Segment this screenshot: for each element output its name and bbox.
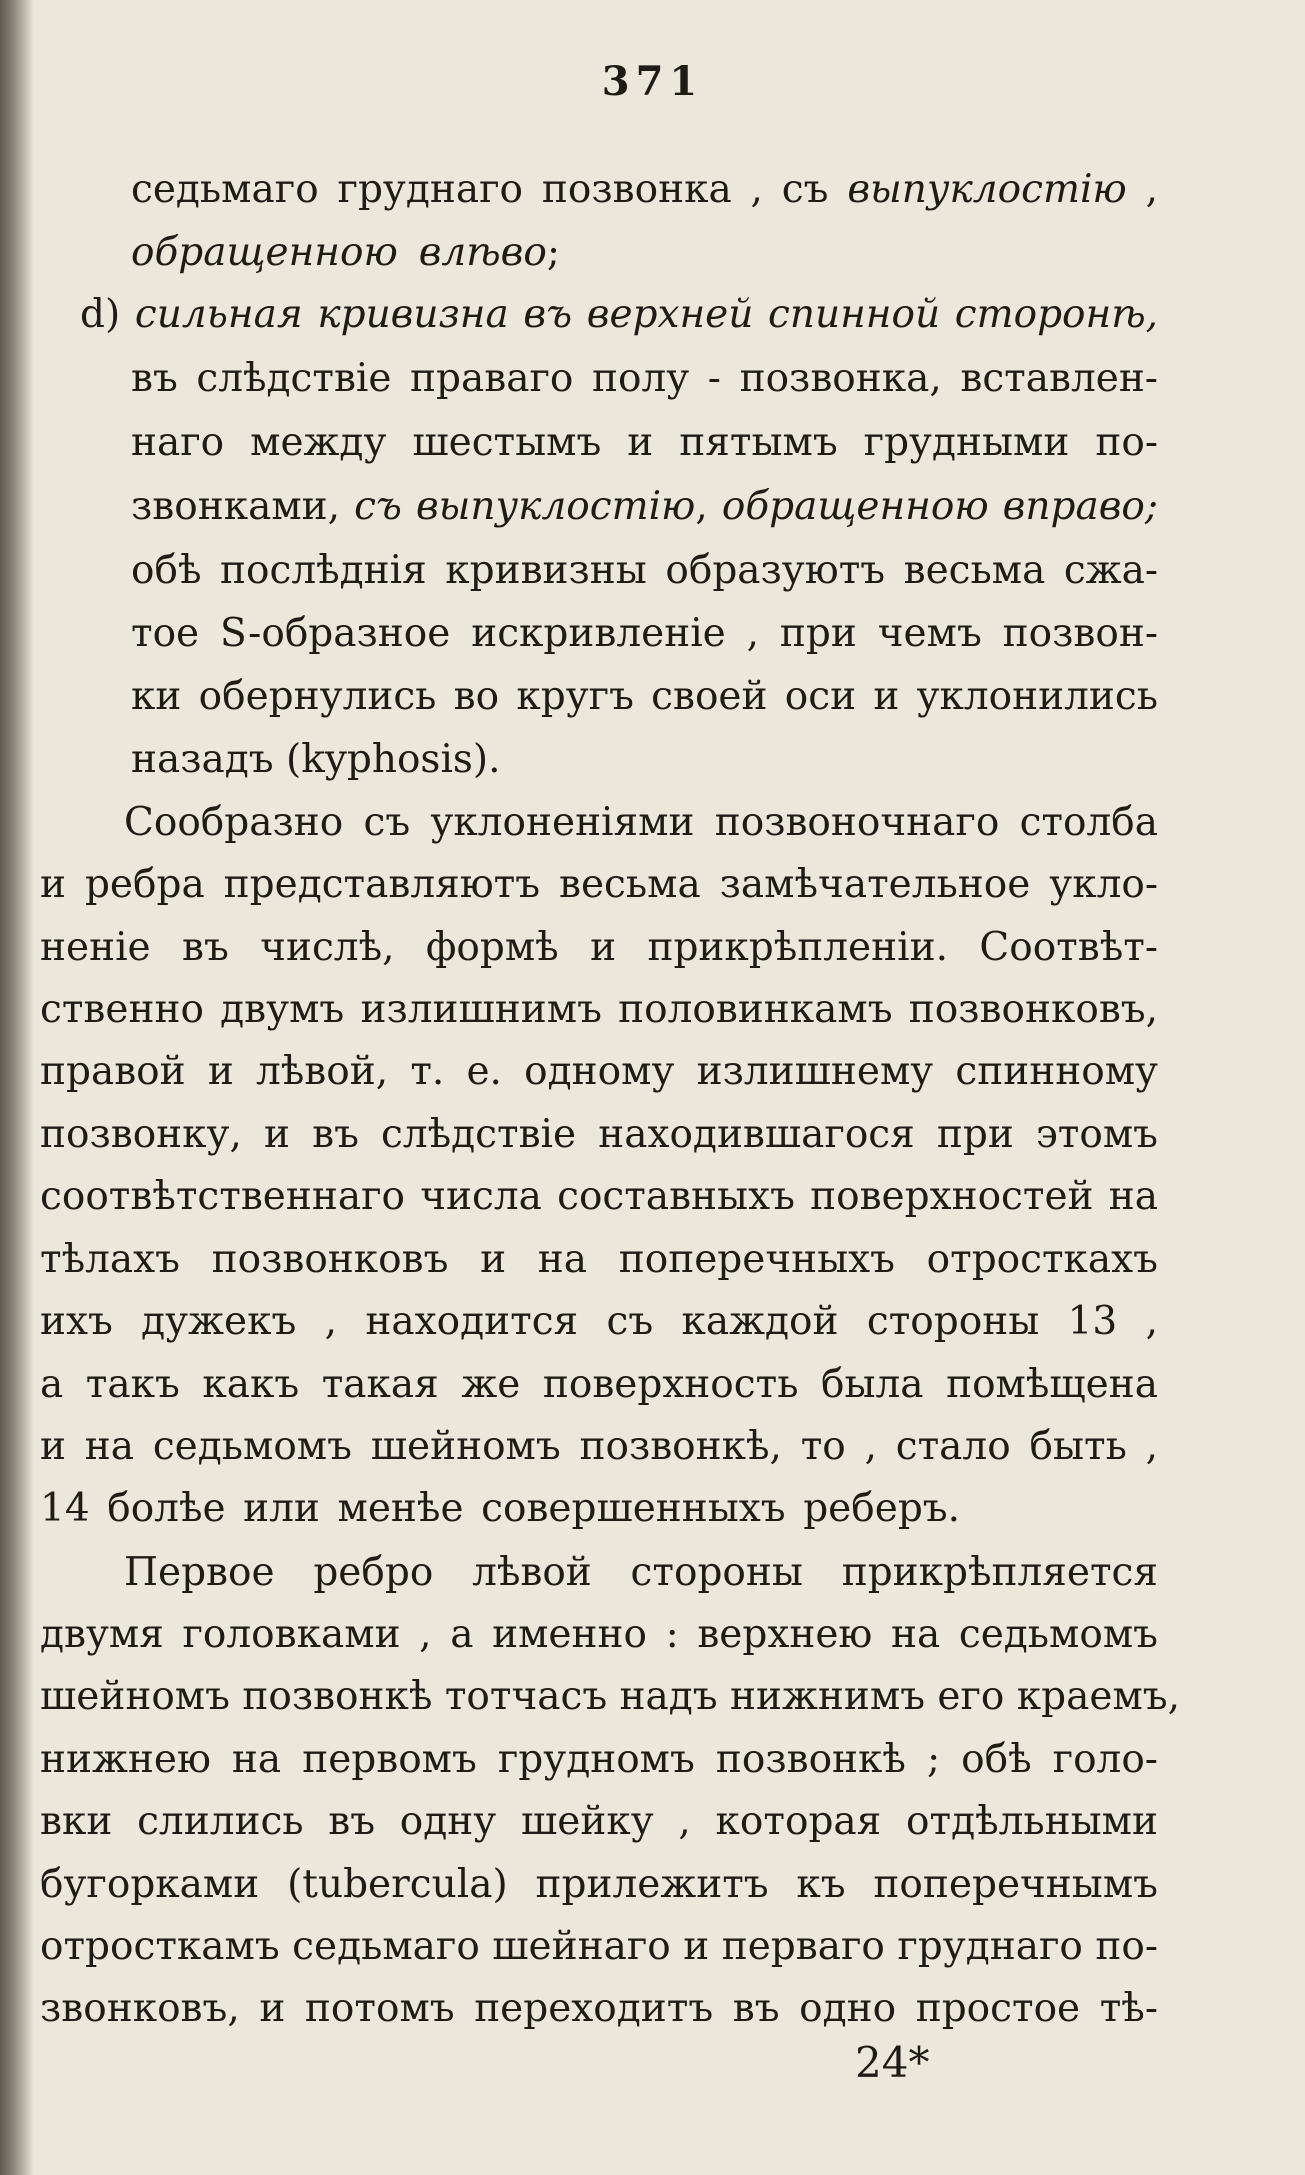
text-line: [40, 1797, 1158, 1847]
text-segment: ки обернулись во кругъ своей оси и уклонились: [131, 674, 1158, 719]
text-line: [131, 546, 1158, 596]
text-segment: неніе въ числѣ, формѣ и прикрѣпленіи. Соотвѣт-: [40, 925, 1158, 970]
text-line: [40, 1610, 1158, 1660]
text-segment: обѣ послѣднія кривизны образуютъ весьма сжа-: [131, 548, 1158, 593]
italic-text: выпуклостію: [847, 167, 1127, 212]
italic-text: съ выпуклостію: [354, 484, 696, 529]
text-line: [131, 735, 501, 785]
text-line: [124, 798, 1158, 848]
text-line: [131, 418, 1158, 468]
text-segment: вки слились въ одну шейку , которая отдѣльными: [40, 1799, 1158, 1844]
text-line: [40, 1672, 1181, 1722]
text-line: [131, 672, 1158, 722]
text-line: [40, 1422, 1158, 1472]
text-segment: звонковъ, и потомъ переходитъ въ одно простое тѣ-: [40, 1986, 1158, 2031]
text-line: [40, 860, 1158, 910]
page-number: 371: [601, 58, 704, 105]
text-segment: правой и лѣвой, т. е. одному излишнему спинному: [40, 1049, 1158, 1094]
text-segment: нижнею на первомъ грудномъ позвонкѣ ; обѣ голо-: [40, 1737, 1158, 1782]
text-line: [40, 1047, 1158, 1097]
text-line: [40, 1172, 1158, 1222]
text-segment: ственно двумъ излишнимъ половинкамъ позвонковъ,: [40, 987, 1158, 1032]
text-line: [40, 1984, 1158, 2034]
text-line: [80, 290, 1158, 340]
text-segment: соотвѣтственнаго числа составныхъ поверхностей на: [40, 1174, 1158, 1219]
text-segment: звонками,: [131, 484, 355, 529]
text-line: [40, 985, 1158, 1035]
text-line: [131, 609, 1158, 659]
text-segment: седьмаго груднаго позвонка , съ: [131, 167, 848, 212]
text-line: [40, 1860, 1158, 1910]
text-segment: Сообразно съ уклоненіями позвоночнаго столба: [124, 800, 1158, 845]
text-segment: наго между шестымъ и пятымъ грудными по-: [131, 420, 1158, 465]
text-line: [40, 923, 1158, 973]
text-segment: а такъ какъ такая же поверхность была помѣщена: [40, 1362, 1158, 1407]
text-line: [131, 165, 1158, 215]
text-segment: 14 болѣе или менѣе совершенныхъ реберъ.: [40, 1486, 960, 1531]
text-line: [131, 482, 1158, 532]
text-line: [40, 1484, 960, 1534]
text-segment: отросткамъ седьмаго шейнаго и перваго груднаго по-: [40, 1924, 1158, 1969]
italic-text: сильная кривизна въ верхней спинной сторонѣ,: [134, 292, 1159, 337]
text-segment: Первое ребро лѣвой стороны прикрѣпляется: [124, 1550, 1158, 1595]
text-line: [40, 1735, 1158, 1785]
text-line: [131, 228, 560, 278]
text-segment: ;: [546, 230, 560, 275]
text-segment: позвонку, и въ слѣдствіе находившагося при этомъ: [40, 1112, 1158, 1157]
text-line: [40, 1297, 1158, 1347]
italic-text: обращенною влѣво: [131, 230, 547, 275]
text-segment: и ребра представляютъ весьма замѣчательное укло-: [40, 862, 1158, 907]
text-segment: двумя головками , а именно : верхнею на седьмомъ: [40, 1612, 1158, 1657]
text-line: [40, 1110, 1158, 1160]
text-segment: ,: [695, 484, 722, 529]
text-line: [40, 1922, 1158, 1972]
text-segment: тѣлахъ позвонковъ и на поперечныхъ отросткахъ: [40, 1237, 1158, 1282]
text-line: [124, 1548, 1158, 1598]
text-segment: ,: [1126, 167, 1158, 212]
text-segment: d): [80, 292, 135, 337]
text-segment: въ слѣдствіе праваго полу - позвонка, вставлен-: [131, 356, 1158, 401]
text-line: [40, 1360, 1158, 1410]
text-segment: шейномъ позвонкѣ тотчасъ надъ нижнимъ его краемъ,: [40, 1674, 1181, 1719]
text-line: [131, 354, 1158, 404]
italic-text: обращенною вправо;: [721, 484, 1159, 529]
binding-shadow: [0, 0, 34, 2175]
text-segment: и на седьмомъ шейномъ позвонкѣ, то , стало быть ,: [40, 1424, 1158, 1469]
text-line: [40, 1235, 1158, 1285]
text-segment: тое S-образное искривленіе , при чемъ позвон-: [131, 611, 1158, 656]
catchword: 24*: [855, 2038, 930, 2087]
text-segment: бугорками (tubercula) прилежитъ къ поперечнымъ: [40, 1862, 1158, 1907]
text-segment: назадъ (kyphosis).: [131, 737, 501, 782]
text-segment: ихъ дужекъ , находится съ каждой стороны 13 ,: [40, 1299, 1158, 1344]
